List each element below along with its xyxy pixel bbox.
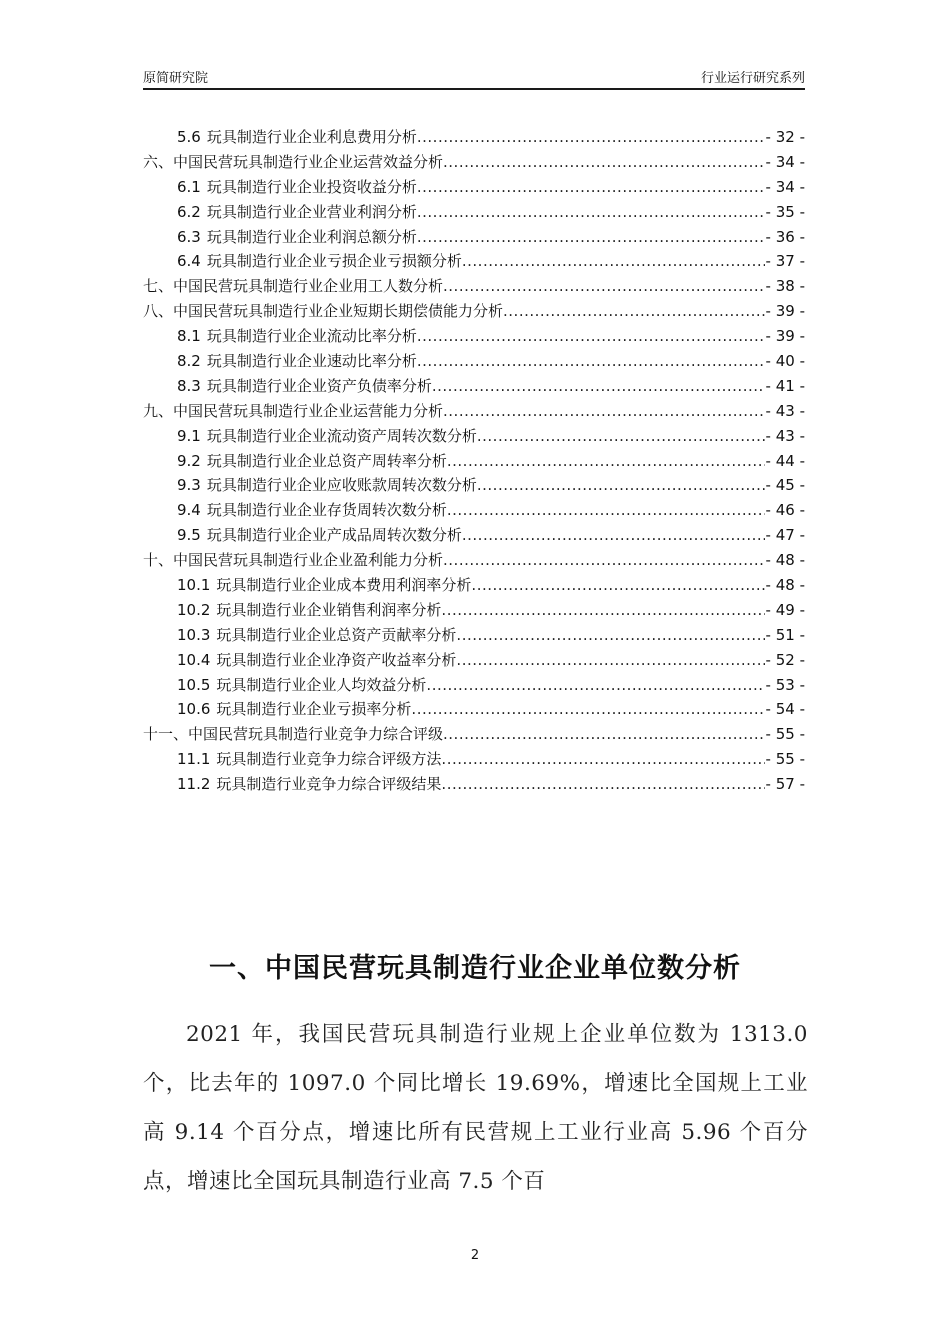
toc-dot-leader	[441, 772, 764, 797]
toc-entry[interactable]	[143, 573, 805, 598]
toc-entry-page: - 45 -	[765, 476, 805, 495]
toc-entry-title: 玩具制造行业企业流动资产周转次数分析	[206, 426, 477, 445]
toc-dot-leader	[462, 523, 765, 548]
toc-entry[interactable]	[143, 274, 805, 299]
toc-entry-number: 9.5	[177, 526, 201, 545]
toc-entry-number: 10.2	[177, 600, 211, 619]
toc-dot-leader	[471, 573, 764, 598]
toc-dot-leader	[411, 697, 764, 722]
toc-entry[interactable]	[143, 648, 805, 673]
toc-entry-number: 10.6	[177, 700, 211, 719]
toc-entry[interactable]	[143, 747, 805, 772]
toc-entry[interactable]	[143, 374, 805, 399]
toc-entry-page: - 57 -	[765, 775, 805, 794]
toc-entry-title: 玩具制造行业企业总资产周转率分析	[206, 451, 447, 470]
toc-entry-number: 10.4	[177, 650, 211, 669]
toc-entry-page: - 37 -	[765, 252, 805, 271]
toc-entry-title: 六、中国民营玩具制造行业企业运营效益分析	[143, 152, 444, 171]
toc-entry-number: 5.6	[177, 128, 201, 146]
toc-entry[interactable]	[143, 772, 805, 797]
toc-entry-title: 玩具制造行业企业成本费用利润率分析	[216, 576, 472, 595]
toc-dot-leader	[447, 449, 765, 474]
toc-dot-leader	[417, 175, 765, 200]
toc-entry-number: 8.1	[177, 327, 201, 346]
toc-entry[interactable]	[143, 673, 805, 698]
toc-entry-page: - 55 -	[765, 750, 805, 769]
table-of-contents	[143, 125, 805, 797]
toc-entry[interactable]	[143, 399, 805, 424]
toc-entry-title: 十、中国民营玩具制造行业企业盈利能力分析	[143, 551, 444, 570]
toc-entry-page: - 40 -	[765, 352, 805, 371]
toc-entry-page: - 47 -	[765, 526, 805, 545]
toc-dot-leader	[443, 399, 765, 424]
toc-dot-leader	[443, 722, 765, 747]
toc-entry-page: - 34 -	[765, 177, 805, 196]
toc-entry[interactable]	[143, 324, 805, 349]
toc-entry[interactable]	[143, 498, 805, 523]
toc-entry-title: 玩具制造行业企业亏损率分析	[216, 700, 412, 719]
toc-entry[interactable]	[143, 623, 805, 648]
toc-entry-number: 8.3	[177, 376, 201, 395]
page-header	[143, 64, 805, 90]
toc-entry-page: - 35 -	[765, 202, 805, 221]
toc-entry-title: 八、中国民营玩具制造行业企业短期长期偿债能力分析	[143, 302, 504, 321]
toc-dot-leader	[443, 150, 765, 175]
toc-entry-page: - 48 -	[765, 576, 805, 595]
toc-entry-title: 九、中国民营玩具制造行业企业运营能力分析	[143, 401, 444, 420]
toc-entry[interactable]	[143, 299, 805, 324]
toc-dot-leader	[426, 673, 764, 698]
toc-entry-title: 十一、中国民营玩具制造行业竞争力综合评级	[143, 725, 444, 744]
toc-dot-leader	[477, 473, 765, 498]
toc-entry-page: - 43 -	[765, 426, 805, 445]
toc-entry[interactable]	[143, 150, 805, 175]
toc-entry-title: 七、中国民营玩具制造行业企业用工人数分析	[143, 277, 444, 296]
toc-entry-page: - 46 -	[765, 501, 805, 520]
toc-dot-leader	[456, 623, 764, 648]
toc-dot-leader	[443, 274, 765, 299]
toc-entry-number: 8.2	[177, 352, 201, 371]
toc-entry[interactable]	[143, 697, 805, 722]
toc-entry-page: - 55 -	[765, 725, 805, 744]
toc-entry-title: 玩具制造行业企业投资收益分析	[206, 177, 417, 196]
toc-entry[interactable]	[143, 200, 805, 225]
toc-entry[interactable]	[143, 424, 805, 449]
toc-entry-title: 玩具制造行业企业产成品周转次数分析	[206, 526, 462, 545]
toc-entry-number: 9.2	[177, 451, 201, 470]
toc-entry-page: - 44 -	[765, 451, 805, 470]
toc-entry-page: - 41 -	[765, 376, 805, 395]
toc-dot-leader	[417, 200, 765, 225]
toc-entry-page: - 36 -	[765, 227, 805, 246]
toc-entry-title: 玩具制造行业企业人均效益分析	[216, 675, 427, 694]
toc-entry-page: - 48 -	[765, 551, 805, 570]
toc-entry[interactable]	[143, 225, 805, 250]
header-org-name: 原简研究院	[143, 71, 209, 86]
toc-entry-title: 玩具制造行业企业利润总额分析	[206, 227, 417, 246]
toc-entry[interactable]	[143, 125, 805, 150]
toc-entry-title: 玩具制造行业竞争力综合评级方法	[216, 750, 442, 769]
toc-entry-number: 9.1	[177, 426, 201, 445]
toc-entry-title: 玩具制造行业企业流动比率分析	[206, 327, 417, 346]
toc-dot-leader	[417, 349, 765, 374]
toc-entry-page: - 38 -	[765, 277, 805, 296]
toc-entry-title: 玩具制造行业企业利息费用分析	[206, 128, 417, 146]
toc-dot-leader	[441, 598, 764, 623]
toc-entry-page: - 53 -	[765, 675, 805, 694]
toc-entry-title: 玩具制造行业企业应收账款周转次数分析	[206, 476, 477, 495]
toc-entry-number: 10.1	[177, 576, 211, 595]
toc-dot-leader	[417, 225, 765, 250]
toc-entry-page: - 39 -	[765, 327, 805, 346]
page-number: 2	[470, 1248, 480, 1263]
toc-entry-title: 玩具制造行业企业营业利润分析	[206, 202, 417, 221]
toc-entry-number: 11.2	[177, 775, 211, 794]
toc-dot-leader	[503, 299, 765, 324]
toc-entry-title: 玩具制造行业企业总资产贡献率分析	[216, 625, 457, 644]
toc-entry-title: 玩具制造行业企业存货周转次数分析	[206, 501, 447, 520]
toc-entry[interactable]	[143, 175, 805, 200]
header-series-name: 行业运行研究系列	[700, 71, 805, 86]
toc-entry[interactable]	[143, 548, 805, 573]
toc-entry-page: - 51 -	[765, 625, 805, 644]
toc-dot-leader	[456, 648, 764, 673]
toc-entry-number: 6.2	[177, 202, 201, 221]
toc-dot-leader	[432, 374, 765, 399]
toc-entry-page: - 52 -	[765, 650, 805, 669]
toc-entry-number: 11.1	[177, 750, 211, 769]
toc-entry-title: 玩具制造行业企业资产负债率分析	[206, 376, 432, 395]
toc-dot-leader	[462, 249, 765, 274]
toc-entry-title: 玩具制造行业企业亏损企业亏损额分析	[206, 252, 462, 271]
toc-entry-number: 6.3	[177, 227, 201, 246]
toc-entry-title: 玩具制造行业企业净资产收益率分析	[216, 650, 457, 669]
section-heading: 一、中国民营玩具制造行业企业单位数分析	[209, 953, 741, 984]
toc-dot-leader	[447, 498, 765, 523]
toc-entry[interactable]	[143, 249, 805, 274]
toc-entry-title: 玩具制造行业企业速动比率分析	[206, 352, 417, 371]
toc-entry[interactable]	[143, 349, 805, 374]
toc-entry-number: 10.3	[177, 625, 211, 644]
toc-dot-leader	[443, 548, 765, 573]
toc-entry[interactable]	[143, 523, 805, 548]
toc-entry-page: - 43 -	[765, 401, 805, 420]
toc-entry-page: - 39 -	[765, 302, 805, 321]
toc-dot-leader	[477, 424, 765, 449]
toc-entry-page: - 32 -	[765, 128, 805, 146]
toc-entry-number: 6.1	[177, 177, 201, 196]
toc-entry-number: 6.4	[177, 252, 201, 271]
toc-entry-title: 玩具制造行业竞争力综合评级结果	[216, 775, 442, 794]
toc-entry-page: - 49 -	[765, 600, 805, 619]
toc-entry-number: 10.5	[177, 675, 211, 694]
toc-dot-leader	[417, 125, 765, 150]
toc-entry[interactable]	[143, 598, 805, 623]
toc-entry-page: - 54 -	[765, 700, 805, 719]
toc-entry[interactable]	[143, 473, 805, 498]
toc-entry[interactable]	[143, 449, 805, 474]
toc-entry-number: 9.4	[177, 501, 201, 520]
toc-dot-leader	[441, 747, 764, 772]
toc-entry-number: 9.3	[177, 476, 201, 495]
toc-dot-leader	[417, 324, 765, 349]
toc-entry-title: 玩具制造行业企业销售利润率分析	[216, 600, 442, 619]
toc-entry[interactable]	[143, 722, 805, 747]
toc-entry-page: - 34 -	[765, 152, 805, 171]
body-paragraph: 2021 年，我国民营玩具制造行业规上企业单位数为 1313.0 个，比去年的 1097.0 个同比增长 19.69%，增速比全国规上工业高 9.14 个百分点，增速比所有民营规上工业行业高 5.96 个百分点，增速比全国玩具制造行业高 7.5 个百	[143, 1022, 808, 1194]
